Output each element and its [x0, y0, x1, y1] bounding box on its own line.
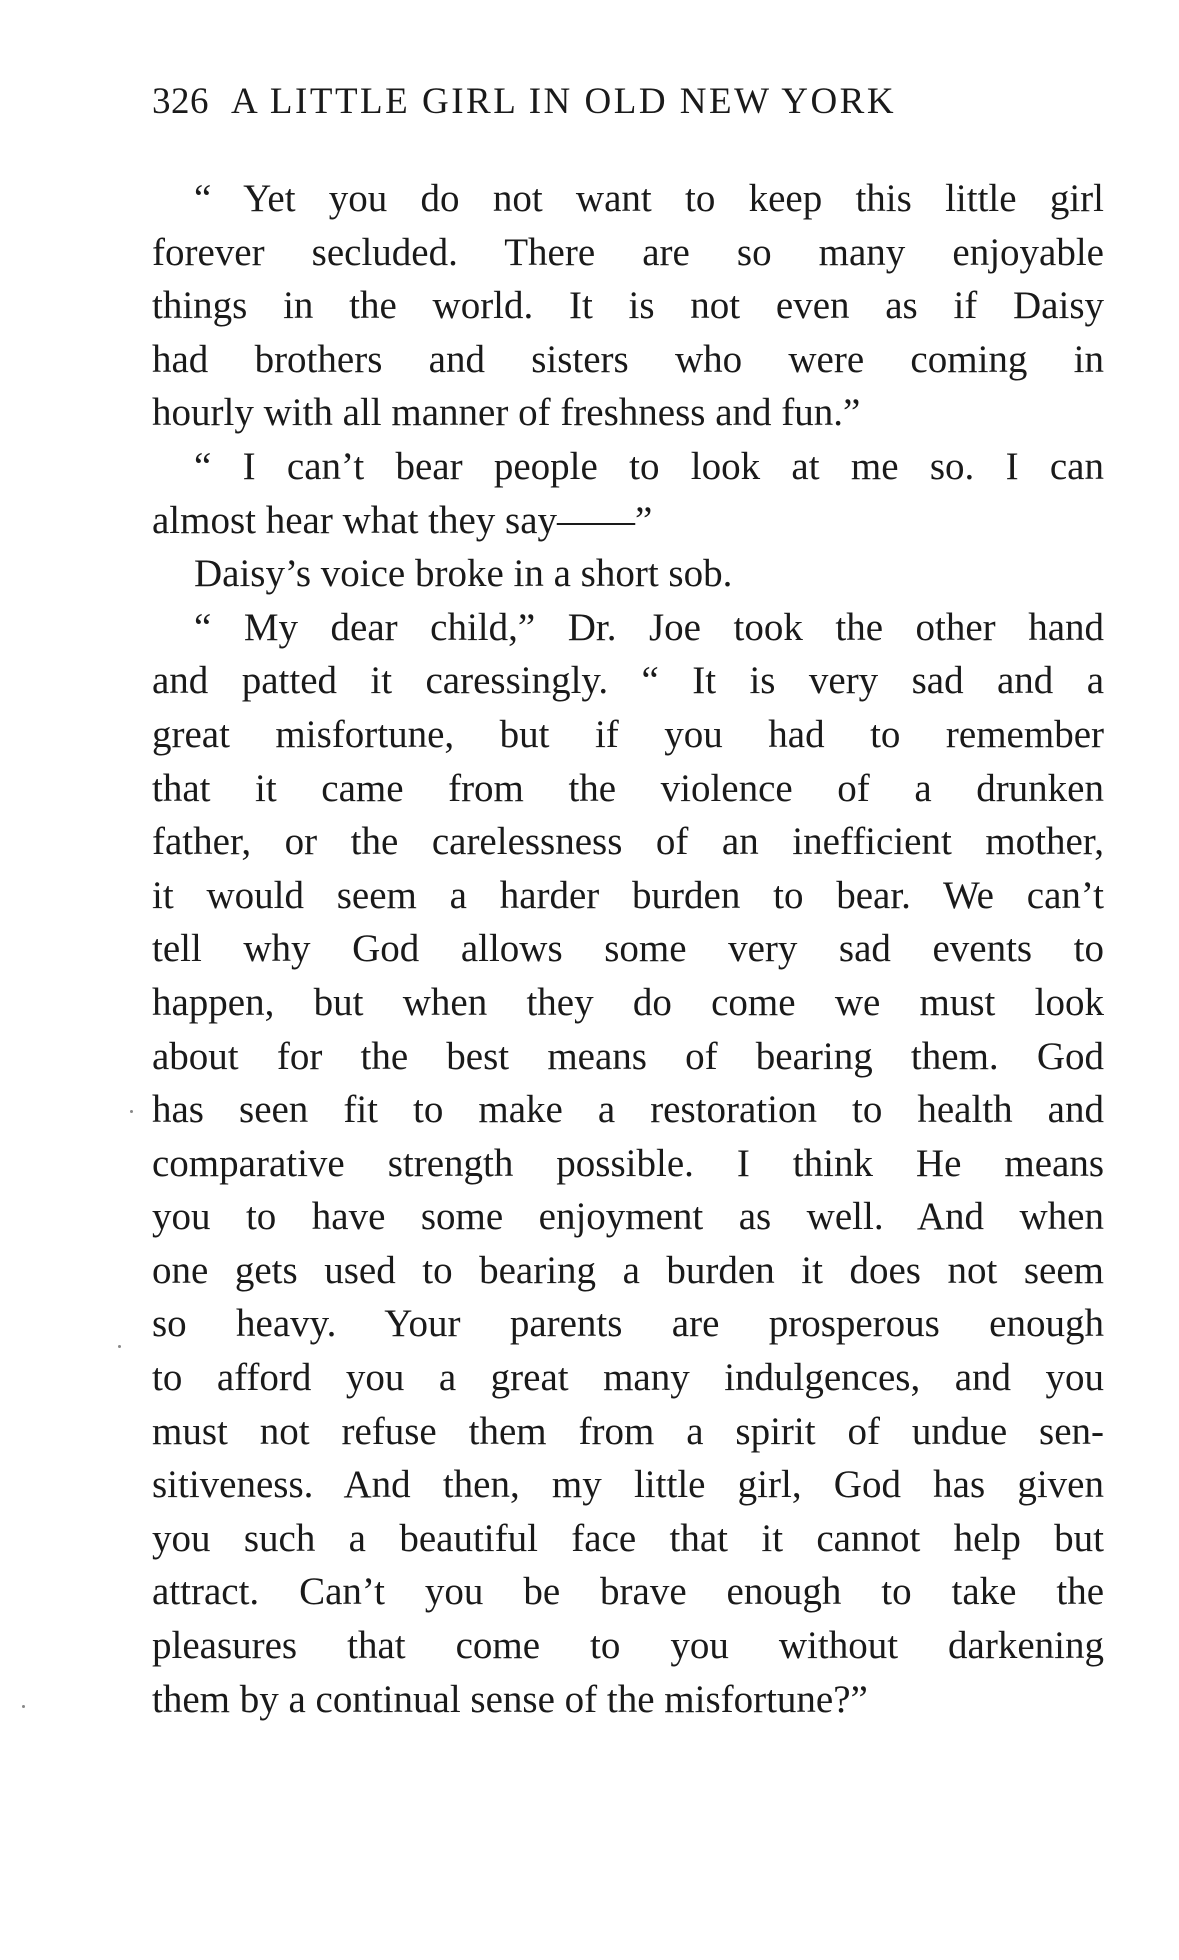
book-title: A LITTLE GIRL IN OLD NEW YORK: [231, 81, 897, 122]
text-line: things in the world. It is not even as if Daisy: [152, 284, 1104, 328]
text-line: one gets used to bearing a burden it does not seem: [152, 1248, 1104, 1292]
paragraph-4: [152, 601, 1104, 1726]
text-line: comparative strength possible. I think He means: [152, 1141, 1104, 1185]
text-line: you to have some enjoyment as well. And when: [152, 1195, 1104, 1239]
text-line: them by a continual sense of the misfortune?”: [152, 1677, 868, 1721]
text-line: father, or the carelessness of an inefficient mother,: [152, 820, 1104, 864]
body-text: [152, 172, 1104, 1726]
page-number: 326: [152, 81, 209, 122]
text-line: forever secluded. There are so many enjoyable: [152, 230, 1104, 274]
text-line: had brothers and sisters who were coming in: [152, 337, 1104, 381]
running-head: [152, 80, 1032, 136]
text-line: happen, but when they do come we must look: [152, 980, 1104, 1024]
text-line: that it came from the violence of a drunken: [152, 766, 1104, 810]
paragraph-3: [152, 547, 1104, 601]
text-line: and patted it caressingly. “ It is very sad and a: [152, 659, 1104, 703]
text-line: almost hear what they say——”: [152, 498, 653, 542]
text-line: so heavy. Your parents are prosperous enough: [152, 1302, 1104, 1346]
text-line: to afford you a great many indulgences, and you: [152, 1356, 1104, 1400]
text-line: great misfortune, but if you had to remember: [152, 712, 1104, 756]
text-line: “ Yet you do not want to keep this little girl: [194, 177, 1104, 220]
text-line: has seen fit to make a restoration to health and: [152, 1088, 1104, 1132]
text-line: “ I can’t bear people to look at me so. I can: [194, 444, 1104, 488]
text-line: hourly with all manner of freshness and fun.”: [152, 391, 861, 435]
paper-speck: [118, 1345, 121, 1348]
text-line: must not refuse them from a spirit of undue sen-: [152, 1409, 1104, 1453]
text-line: Daisy’s voice broke in a short sob.: [194, 552, 733, 596]
text-line: attract. Can’t you be brave enough to take the: [152, 1570, 1104, 1614]
paper-speck: [130, 1110, 133, 1113]
text-line: it would seem a harder burden to bear. We can’t: [152, 873, 1104, 917]
paragraph-2: [152, 440, 1104, 547]
text-line: tell why God allows some very sad events to: [152, 927, 1104, 971]
paper-speck: [22, 1705, 25, 1708]
text-line: sitiveness. And then, my little girl, God has given: [152, 1463, 1104, 1507]
text-line: “ My dear child,” Dr. Joe took the other hand: [194, 605, 1104, 649]
text-line: you such a beautiful face that it cannot help but: [152, 1516, 1104, 1560]
paragraph-1: [152, 172, 1104, 440]
text-line: pleasures that come to you without darkening: [152, 1624, 1104, 1668]
text-line: about for the best means of bearing them. God: [152, 1034, 1104, 1078]
